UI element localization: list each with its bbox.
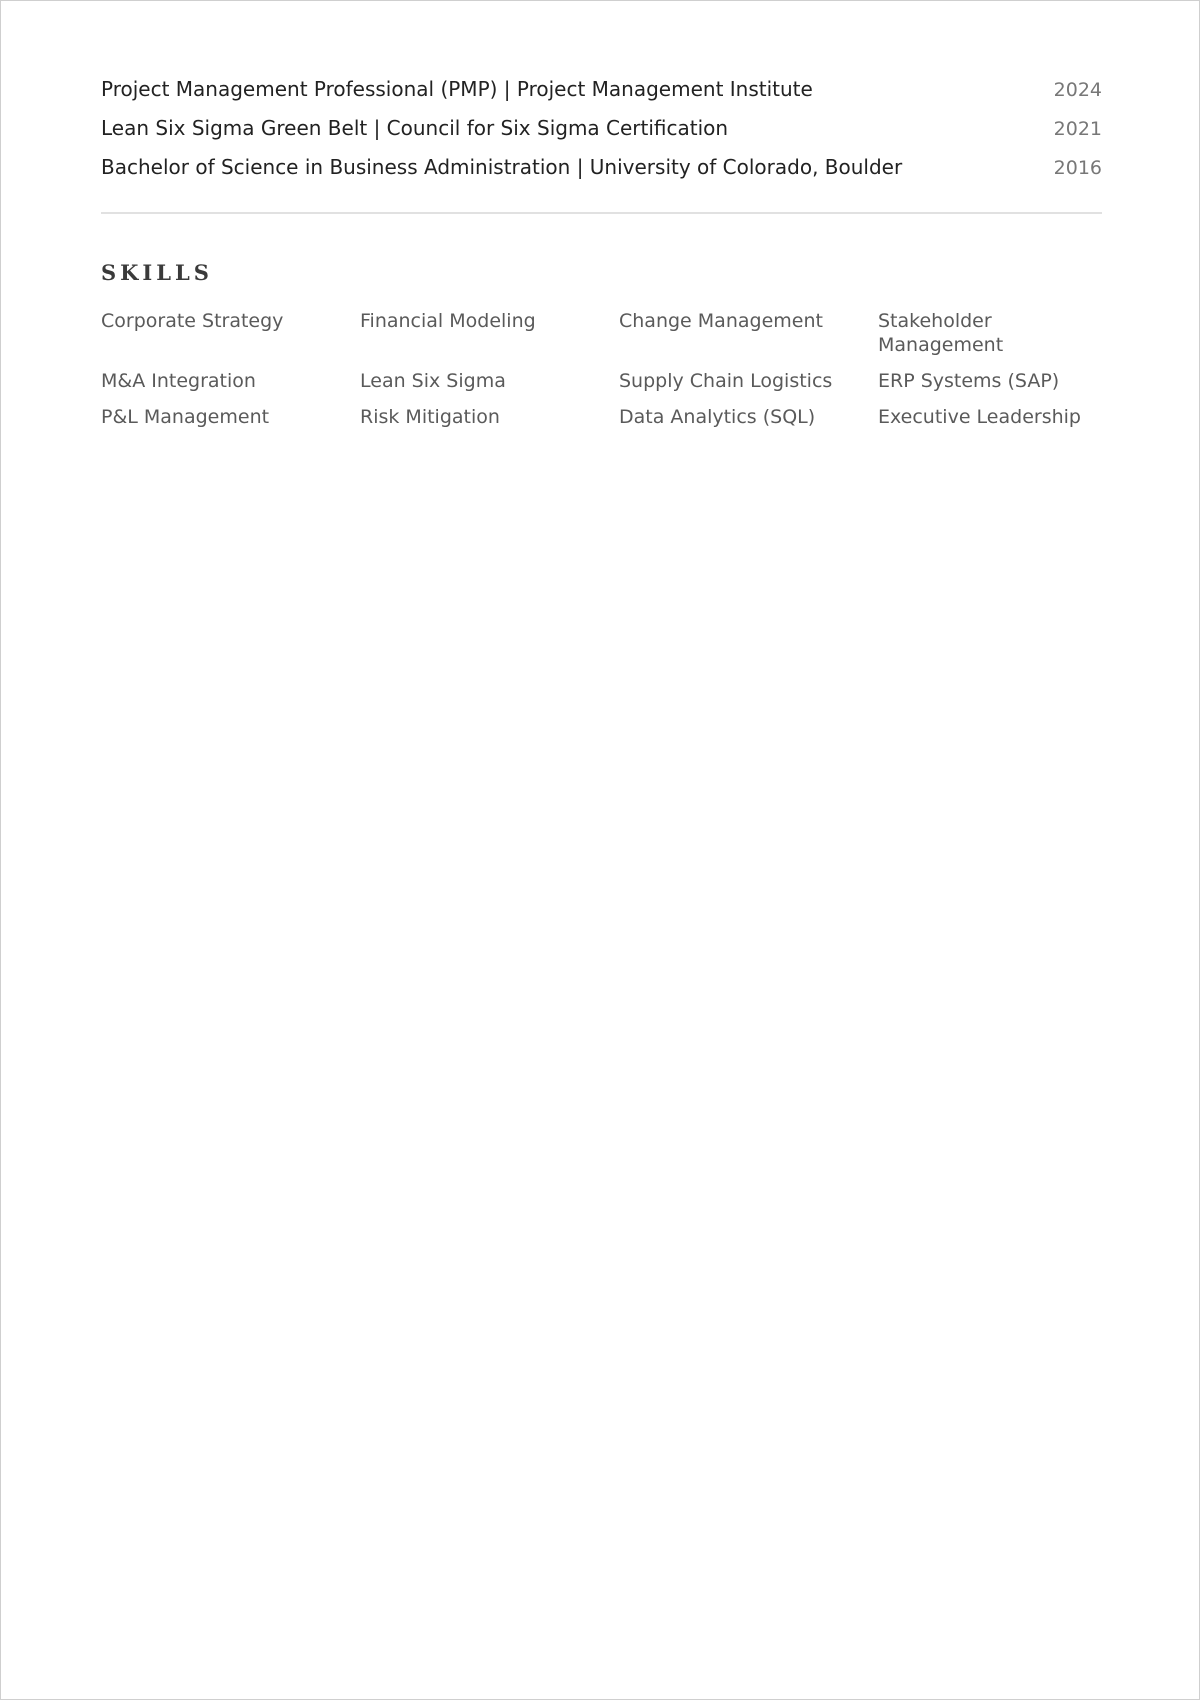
credential-year: 2021 bbox=[1053, 118, 1102, 140]
credential-row bbox=[101, 116, 1102, 155]
skill-item: Lean Six Sigma bbox=[360, 370, 506, 392]
skill-item: Corporate Strategy bbox=[101, 310, 284, 332]
skill-item: Financial Modeling bbox=[360, 310, 536, 332]
resume-page bbox=[101, 77, 1102, 429]
credential-row bbox=[101, 155, 1102, 194]
skill-item: Supply Chain Logistics bbox=[619, 370, 833, 392]
credential-title: Bachelor of Science in Business Administration | University of Colorado, Boulder bbox=[101, 155, 903, 179]
skill-item: Risk Mitigation bbox=[360, 406, 500, 428]
section-divider bbox=[101, 212, 1102, 214]
skill-item: Stakeholder Management bbox=[878, 310, 1004, 356]
credentials-list bbox=[101, 77, 1102, 194]
credential-title: Project Management Professional (PMP) | Project Management Institute bbox=[101, 77, 813, 101]
credential-title: Lean Six Sigma Green Belt | Council for Six Sigma Certification bbox=[101, 116, 729, 140]
skills-grid bbox=[101, 309, 1102, 429]
skill-item: M&A Integration bbox=[101, 370, 256, 392]
credential-row bbox=[101, 77, 1102, 116]
skill-item: P&L Management bbox=[101, 406, 270, 428]
skill-item: Data Analytics (SQL) bbox=[619, 406, 816, 428]
credential-year: 2024 bbox=[1053, 79, 1102, 101]
skill-item: Change Management bbox=[619, 310, 823, 332]
skill-item: ERP Systems (SAP) bbox=[878, 370, 1060, 392]
credential-year: 2016 bbox=[1053, 157, 1102, 179]
skill-item: Executive Leadership bbox=[878, 406, 1081, 428]
skills-heading: SKILLS bbox=[101, 260, 213, 285]
